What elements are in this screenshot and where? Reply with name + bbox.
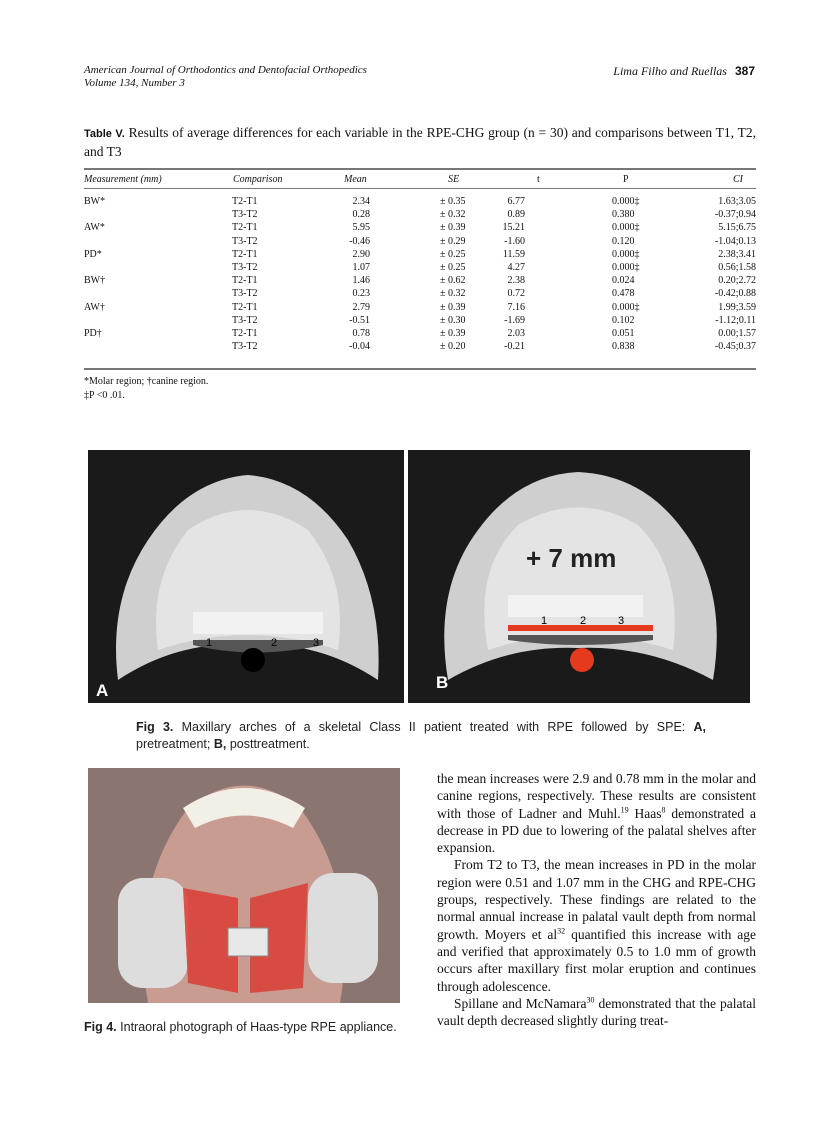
col-comparison: Comparison (233, 174, 283, 185)
col-p: P (623, 174, 629, 185)
text: demonstrated a decrease in PD due to lowering of the palatal shelves after expansion. (437, 805, 756, 856)
cell-t: 2.03 (507, 328, 525, 339)
cell-se: ± 0.20 (440, 341, 466, 353)
table-bottom-rule (84, 368, 756, 370)
cell-ci: -1.12;0.11 (715, 314, 756, 326)
ruler-a-2: 2 (271, 637, 278, 649)
journal-title: American Journal of Orthodontics and Dentofacial Orthopedics (84, 64, 367, 76)
page-number: 387 (734, 64, 755, 78)
cell-t: -0.21 (504, 341, 525, 353)
table-row (0, 209, 838, 222)
cell-ci: -0.42;0.88 (714, 288, 756, 300)
cell-se: ± 0.62 (440, 275, 466, 287)
text: quantified this increase with age and verified that approximately 0.5 to 1.0 mm of growth occurs after maxillary first molar eruption and continues through adolescence. (437, 926, 756, 994)
cell-p: 0.000‡ (612, 301, 640, 313)
cell-comparison: T2-T1 (232, 196, 258, 207)
cell-t: 6.77 (507, 196, 525, 207)
cell-p: 0.000‡ (612, 196, 640, 207)
table-row (0, 262, 838, 275)
cell-comparison: T3-T2 (232, 314, 258, 326)
text: Haas (628, 805, 662, 821)
cell-measurement: AW* (84, 222, 105, 234)
cell-mean: 2.79 (352, 301, 370, 313)
cell-mean: 1.07 (352, 262, 370, 273)
cell-measurement: BW* (84, 196, 106, 207)
fig3-label: Fig 3. (136, 720, 174, 734)
col-t: t (537, 174, 540, 185)
col-se: SE (448, 174, 460, 185)
table-caption (84, 124, 756, 160)
cell-se: ± 0.32 (440, 209, 466, 221)
cell-ci: -1.04;0.13 (714, 235, 756, 247)
cell-mean: -0.46 (349, 235, 370, 247)
citation: 30 (586, 995, 595, 1005)
cell-t: -1.60 (504, 235, 525, 247)
cell-measurement: AW† (84, 301, 105, 313)
col-mean: Mean (344, 174, 367, 185)
table-row (0, 249, 838, 262)
ruler-a-1: 1 (206, 637, 213, 649)
fig3-caption-text2: pretreatment; (136, 737, 211, 751)
cell-t: -1.69 (504, 314, 525, 326)
cell-comparison: T2-T1 (232, 248, 258, 260)
cell-t: 15.21 (502, 222, 525, 234)
fig3-caption (136, 719, 706, 753)
cell-se: ± 0.35 (440, 196, 466, 207)
cell-comparison: T3-T2 (232, 288, 258, 300)
cell-measurement: PD* (84, 248, 102, 260)
text: the mean increases were 2.9 and 0.78 mm in the molar and canine regions, respectively. These results are consistent with those of Ladner and Muhl. (437, 771, 756, 821)
cell-ci: 2.38;3.41 (718, 248, 756, 260)
journal-volume: Volume 134, Number 3 (84, 77, 185, 89)
cell-se: ± 0.29 (440, 235, 466, 247)
fig3-image (88, 450, 750, 703)
cell-comparison: T3-T2 (232, 209, 258, 221)
cell-comparison: T3-T2 (232, 235, 258, 247)
table-row (0, 275, 838, 288)
paragraph-1 (437, 770, 756, 856)
cell-measurement: BW† (84, 275, 106, 287)
ruler-b-1: 1 (541, 615, 548, 627)
cell-se: ± 0.39 (440, 301, 466, 313)
cell-t: 2.38 (507, 275, 525, 287)
cell-t: 11.59 (502, 248, 525, 260)
table-row (0, 236, 838, 249)
cell-mean: 0.78 (352, 328, 370, 339)
fig3-caption-text3: posttreatment. (229, 737, 310, 751)
fig3-b: B, (213, 737, 227, 751)
cell-ci: -0.37;0.94 (714, 209, 756, 221)
ruler-b-2: 2 (580, 615, 587, 627)
cell-comparison: T3-T2 (232, 341, 258, 353)
table-row (0, 222, 838, 235)
table-row (0, 328, 838, 341)
fig4-label: Fig 4. (84, 1020, 117, 1034)
cell-ci: 5.15;6.75 (718, 222, 756, 234)
cell-se: ± 0.39 (440, 328, 466, 339)
cell-p: 0.120 (612, 235, 635, 247)
cell-mean: 1.46 (352, 275, 370, 287)
cell-ci: 1.99;3.59 (718, 301, 756, 313)
footnote-2: ‡P <0 .01. (84, 390, 125, 401)
header-right (613, 64, 755, 79)
cell-ci: 1.63;3.05 (718, 196, 756, 207)
cell-p: 0.380 (612, 209, 635, 221)
cell-t: 7.16 (507, 301, 525, 313)
ruler-a-3: 3 (313, 637, 320, 649)
table-label: Table V. (84, 128, 125, 140)
cell-mean: 5.95 (352, 222, 370, 234)
paragraph-2 (437, 856, 756, 994)
cell-measurement: PD† (84, 328, 102, 339)
cell-mean: 2.34 (352, 196, 370, 207)
paragraph-3 (437, 995, 756, 1030)
cell-p: 0.024 (612, 275, 635, 287)
table-row (0, 315, 838, 328)
cell-t: 0.89 (507, 209, 525, 221)
cell-p: 0.478 (612, 288, 635, 300)
cell-ci: -0.45;0.37 (714, 341, 756, 353)
cell-ci: 0.00;1.57 (718, 328, 756, 339)
fig3-caption-text: Maxillary arches of a skeletal Class II patient treated with RPE followed by SPE: (181, 720, 686, 734)
cell-comparison: T2-T1 (232, 328, 258, 339)
cell-mean: 0.23 (352, 288, 370, 300)
cell-p: 0.838 (612, 341, 635, 353)
fig3-a: A, (693, 720, 706, 734)
text: From T2 to T3, the mean increases in PD in the molar region were 0.51 and 1.07 mm in the CHG and RPE-CHG groups, respectively. These findings are related to the normal annual increase in palatal vault depth from normal growth. Moyers et al (437, 857, 756, 942)
cell-p: 0.102 (612, 314, 635, 326)
table-caption-text: Results of average differences for each variable in the RPE-CHG group (n = 30) and comparisons between T1, T2, and T3 (84, 125, 757, 159)
cell-ci: 0.56;1.58 (718, 262, 756, 273)
text: demonstrated that the palatal vault depth decreased slightly during treat- (437, 995, 756, 1029)
cell-p: 0.000‡ (612, 248, 640, 260)
table-row (0, 196, 838, 209)
ruler-b-3: 3 (618, 615, 625, 627)
cell-p: 0.000‡ (612, 262, 640, 273)
table-row (0, 302, 838, 315)
citation: 19 (620, 805, 629, 815)
cell-se: ± 0.25 (440, 262, 466, 273)
cell-mean: 2.90 (352, 248, 370, 260)
table-top-rule (84, 168, 756, 170)
cell-ci: 0.20;2.72 (718, 275, 756, 287)
text: Spillane and McNamara (454, 995, 587, 1011)
cell-t: 4.27 (507, 262, 525, 273)
table-row (0, 288, 838, 301)
cell-se: ± 0.25 (440, 248, 466, 260)
panel-a-label: A (96, 681, 109, 700)
panel-b-label: B (436, 673, 449, 692)
cell-se: ± 0.39 (440, 222, 466, 234)
cell-p: 0.051 (612, 328, 635, 339)
citation: 32 (557, 926, 566, 936)
table-row (0, 341, 838, 354)
cell-se: ± 0.30 (440, 314, 466, 326)
fig4-caption (84, 1019, 397, 1036)
cell-t: 0.72 (507, 288, 525, 300)
cell-comparison: T3-T2 (232, 262, 258, 273)
footnote-1: *Molar region; †canine region. (84, 376, 209, 387)
fig4-caption-text: Intraoral photograph of Haas-type RPE appliance. (120, 1020, 397, 1034)
col-measurement: Measurement (mm) (84, 174, 162, 185)
col-ci: CI (733, 174, 743, 185)
cell-mean: 0.28 (352, 209, 370, 221)
cell-se: ± 0.32 (440, 288, 466, 300)
cell-comparison: T2-T1 (232, 222, 258, 234)
cell-p: 0.000‡ (612, 222, 640, 234)
citation: 8 (661, 805, 666, 815)
cell-mean: -0.51 (349, 314, 370, 326)
running-header (84, 64, 367, 90)
fig4-image (88, 768, 400, 1003)
table-header-rule (84, 188, 756, 189)
authors: Lima Filho and Ruellas (613, 64, 727, 78)
cell-comparison: T2-T1 (232, 301, 258, 313)
cell-comparison: T2-T1 (232, 275, 258, 287)
cell-mean: -0.04 (349, 341, 370, 353)
expansion-annotation: + 7 mm (526, 543, 617, 573)
body-text (437, 770, 756, 1029)
